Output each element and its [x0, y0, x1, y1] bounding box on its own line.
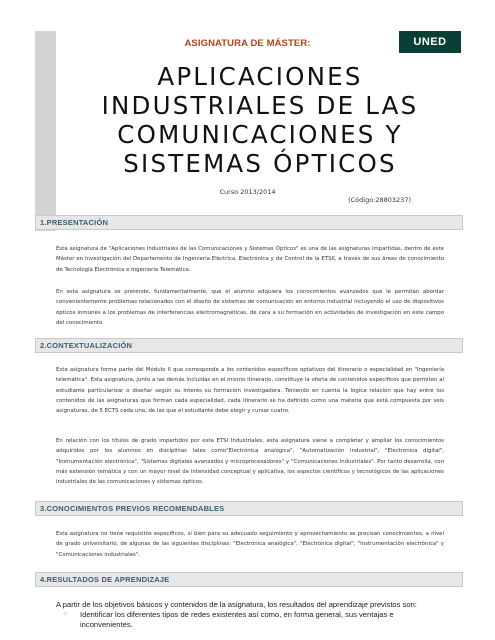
- title-line: APLICACIONES: [157, 62, 363, 91]
- course-year: Curso 2013/2014: [219, 188, 276, 196]
- uned-logo: UNED: [399, 31, 461, 53]
- header-label: ASIGNATURA DE MÁSTER:: [184, 38, 311, 49]
- paragraph: Esta asignatura forma parte del Módulo II que corresponde a los contenidos específicos optativos del itinerario o especialidad en "Ingeniería telemática". Esta asignatura, junto a las demás incluidas en el mismo itinerario, constituye la oferta de contenidos específicos que permiten al estudiante particularizar o diseñar según su interés su formación investigadora. Teniendo en cuenta la lógica relación que hay entre los contenidos de las asignaturas que forman cada especialidad, cada itinerario se ha definido como una materia que está compuesta por seis asignaturas, de 5 ECTS cada una, de las que el estudiante debe elegir y cursar cuatro.: [56, 367, 444, 415]
- section-heading-text: 3.CONOCIMIENTOS PREVIOS RECOMENDABLES: [40, 504, 225, 513]
- section-heading-text: 4.RESULTADOS DE APRENDIZAJE: [40, 575, 170, 584]
- section-heading-contextualizacion: [35, 338, 463, 353]
- section-heading-presentacion: [35, 215, 463, 230]
- section-heading-conocimientos-previos: [35, 501, 463, 516]
- course-code: (Código:28803237): [348, 196, 411, 204]
- page-title: [60, 62, 460, 178]
- decorative-sidebar-bar: [35, 31, 56, 231]
- paragraph: En esta asignatura se pretende, fundamentalmente, que el alumno adquiera los conocimientos avanzados que le permitan abordar convenientemente problemas relacionados con el diseño de sistemas de comunicación en entorno industrial incluyendo el uso de dispositivos ópticos inmunes a los problemas de interferencias electromagnéticas, de cara a su formación en actividades de investigación en este campo del conocimiento.: [56, 289, 444, 326]
- results-intro: A partir de los objetivos básicos y contenidos de la asignatura, los resultados del aprendizaje previstos son:: [56, 600, 417, 609]
- paragraph: Esta asignatura de "Aplicaciones Industriales de las Comunicaciones y Sistemas Ópticos" es una de las asignaturas impartidas, dentro de este Máster en Investigación del Departamento de Ingeniería Eléctrica, Electrónica y de Control de la ETSII, a través de sus áreas de conocimiento de Tecnología Electrónica e Ingeniería Telemática.: [56, 246, 444, 273]
- section-heading-text: 1.PRESENTACIÓN: [40, 218, 109, 227]
- title-line: SISTEMAS ÓPTICOS: [123, 149, 397, 178]
- paragraph: En relación con los títulos de grado impartidos por esta ETSI Industriales, esta asignatura viene a completar y ampliar los conocimientos adquiridos por los alumnos en disciplinas tales como"Electrónica analógica", "Automatización industrial", "Electrónica digital", "Instrumentación electrónica", "Sistemas digitales avanzados y microprocesadores" y "Comunicaciones Industriales". Por tanto desarrolla, con más extensión temática y con un mayor nivel de intensidad conceptual y aplicativa, los aspectos científicos y tecnológicos de las aplicaciones industriales de las comunicaciones y sistemas ópticos.: [56, 438, 444, 486]
- section-heading-resultados-aprendizaje: [35, 572, 463, 587]
- list-item: Identificar los diferentes tipos de redes existentes así como, en forma general, sus ventajas e inconvenientes.: [80, 610, 394, 629]
- section-heading-text: 2.CONTEXTUALIZACIÓN: [40, 341, 133, 350]
- paragraph: Esta asignatura no tiene requisitos específicos, si bien para su adecuado seguimiento y aprovechamiento se precisan conocimientos, a nivel de grado universitario, de algunas de las siguientes disciplinas: "Electrónica analógica", "Electrónica digital", "Instrumentación electrónica" y "Comunicaciones industriales".: [56, 531, 444, 558]
- title-line: COMUNICACIONES Y: [117, 120, 403, 149]
- bullet-circle-icon: ○: [64, 611, 68, 617]
- title-line: INDUSTRIALES DE LAS: [101, 91, 419, 120]
